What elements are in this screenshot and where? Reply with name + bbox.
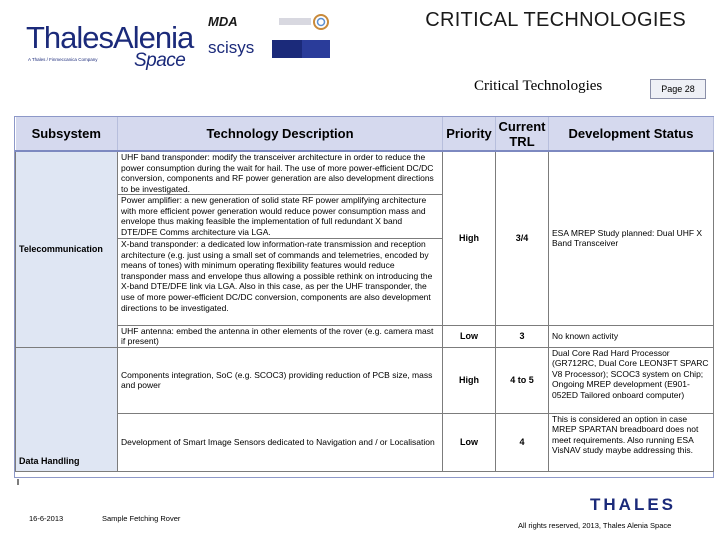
table-row [16,413,714,471]
table-row [16,151,714,325]
brand-space: Space [134,50,186,71]
status-cell: ESA MREP Study planned: Dual UHF X Band Transceiver [549,151,714,325]
priority-cell: High [443,347,496,413]
description-item: X-band transponder: a dedicated low information-rate transmission and reception architecture (e.g. just using a small set of commands and telemetries, encoded by means of tones) with minimum operating flexibility features would reduce transponder mass and envelope thus allowing a possible rethink on introducing the X-band DTE/DFE link via LGA. Also in this case, as per the UHF transponder, the use of more power-efficient DC/DC conversion, components are also development directions to be investigated. [121,239,433,313]
footer-date: 16-6-2013 [29,514,64,523]
column-header-priority: Priority [443,117,496,151]
footer-copyright: All rights reserved, 2013, Thales Alenia Space [518,521,672,530]
priority-cell: Low [443,325,496,347]
partner-logo-swiss [277,12,333,32]
column-header-technology-description: Technology Description [118,117,443,151]
brand-tagline: A Thales / Finmeccanica Company [28,57,98,62]
subsystem-cell: Telecommunication [16,151,118,347]
trl-cell: 3 [496,325,549,347]
column-header-development-status: Development Status [549,117,714,151]
thales-alenia-space-logo [22,20,192,75]
partner-logo-sea-accent [302,40,330,58]
column-header-subsystem: Subsystem [16,117,118,151]
partner-logo-mda: MDA [208,14,238,29]
description-cell [118,151,443,325]
section-title: CRITICAL TECHNOLOGIES [425,9,686,31]
description-cell: Components integration, SoC (e.g. SCOC3) providing reduction of PCB size, mass and power [118,347,443,413]
table-row [16,347,714,413]
status-cell: Dual Core Rad Hard Processor (GR712RC, Dual Core LEON3FT SPARC V8 Processor); SCOC3 system on Chip; Ongoing MREP development (E901-052ED Tailored onboard computer) [549,347,714,413]
subsystem-cell: Data Handling [16,347,118,471]
priority-cell: High [443,151,496,325]
table-row [16,325,714,347]
description-cell: Development of Smart Image Sensors dedicated to Navigation and / or Localisation [118,413,443,471]
partner-logo-scisys: scisys [208,38,255,57]
description-item: Power amplifier: a new generation of solid state RF power amplifying architecture with more efficient power generation would reduce power consumption mass and envelope thus making feasible the implementation of full redundant X band DTE/DFE Comms architecture via LGA. [118,195,442,239]
table-header-row [16,117,714,151]
critical-technologies-table [14,116,714,478]
footer-title: Sample Fetching Rover [102,514,181,523]
status-cell: This is considered an option in case MREP SPARTAN breadboard does not meet requirements. Also running ESA VisNAV study maybe addressing this. [549,413,714,471]
page-number: Page 28 [650,79,706,99]
description-item: UHF band transponder: modify the transceiver architecture in order to reduce the power consumption during the wait for hail. The use of more power-efficient DC/DC conversion, components and RF power generation are also development directions to be investigated. [118,152,442,195]
corner-mark [17,479,19,485]
slide-subtitle: Critical Technologies [474,78,603,94]
description-cell: UHF antenna: embed the antenna in other elements of the rover (e.g. camera mast if present) [118,325,443,347]
status-cell: No known activity [549,325,714,347]
brand-name: ThalesAlenia [26,20,194,55]
column-header-current-trl: Current TRL [496,117,549,151]
thales-logo: THALES [590,495,676,514]
trl-cell: 3/4 [496,151,549,325]
trl-cell: 4 [496,413,549,471]
trl-cell: 4 to 5 [496,347,549,413]
priority-cell: Low [443,413,496,471]
